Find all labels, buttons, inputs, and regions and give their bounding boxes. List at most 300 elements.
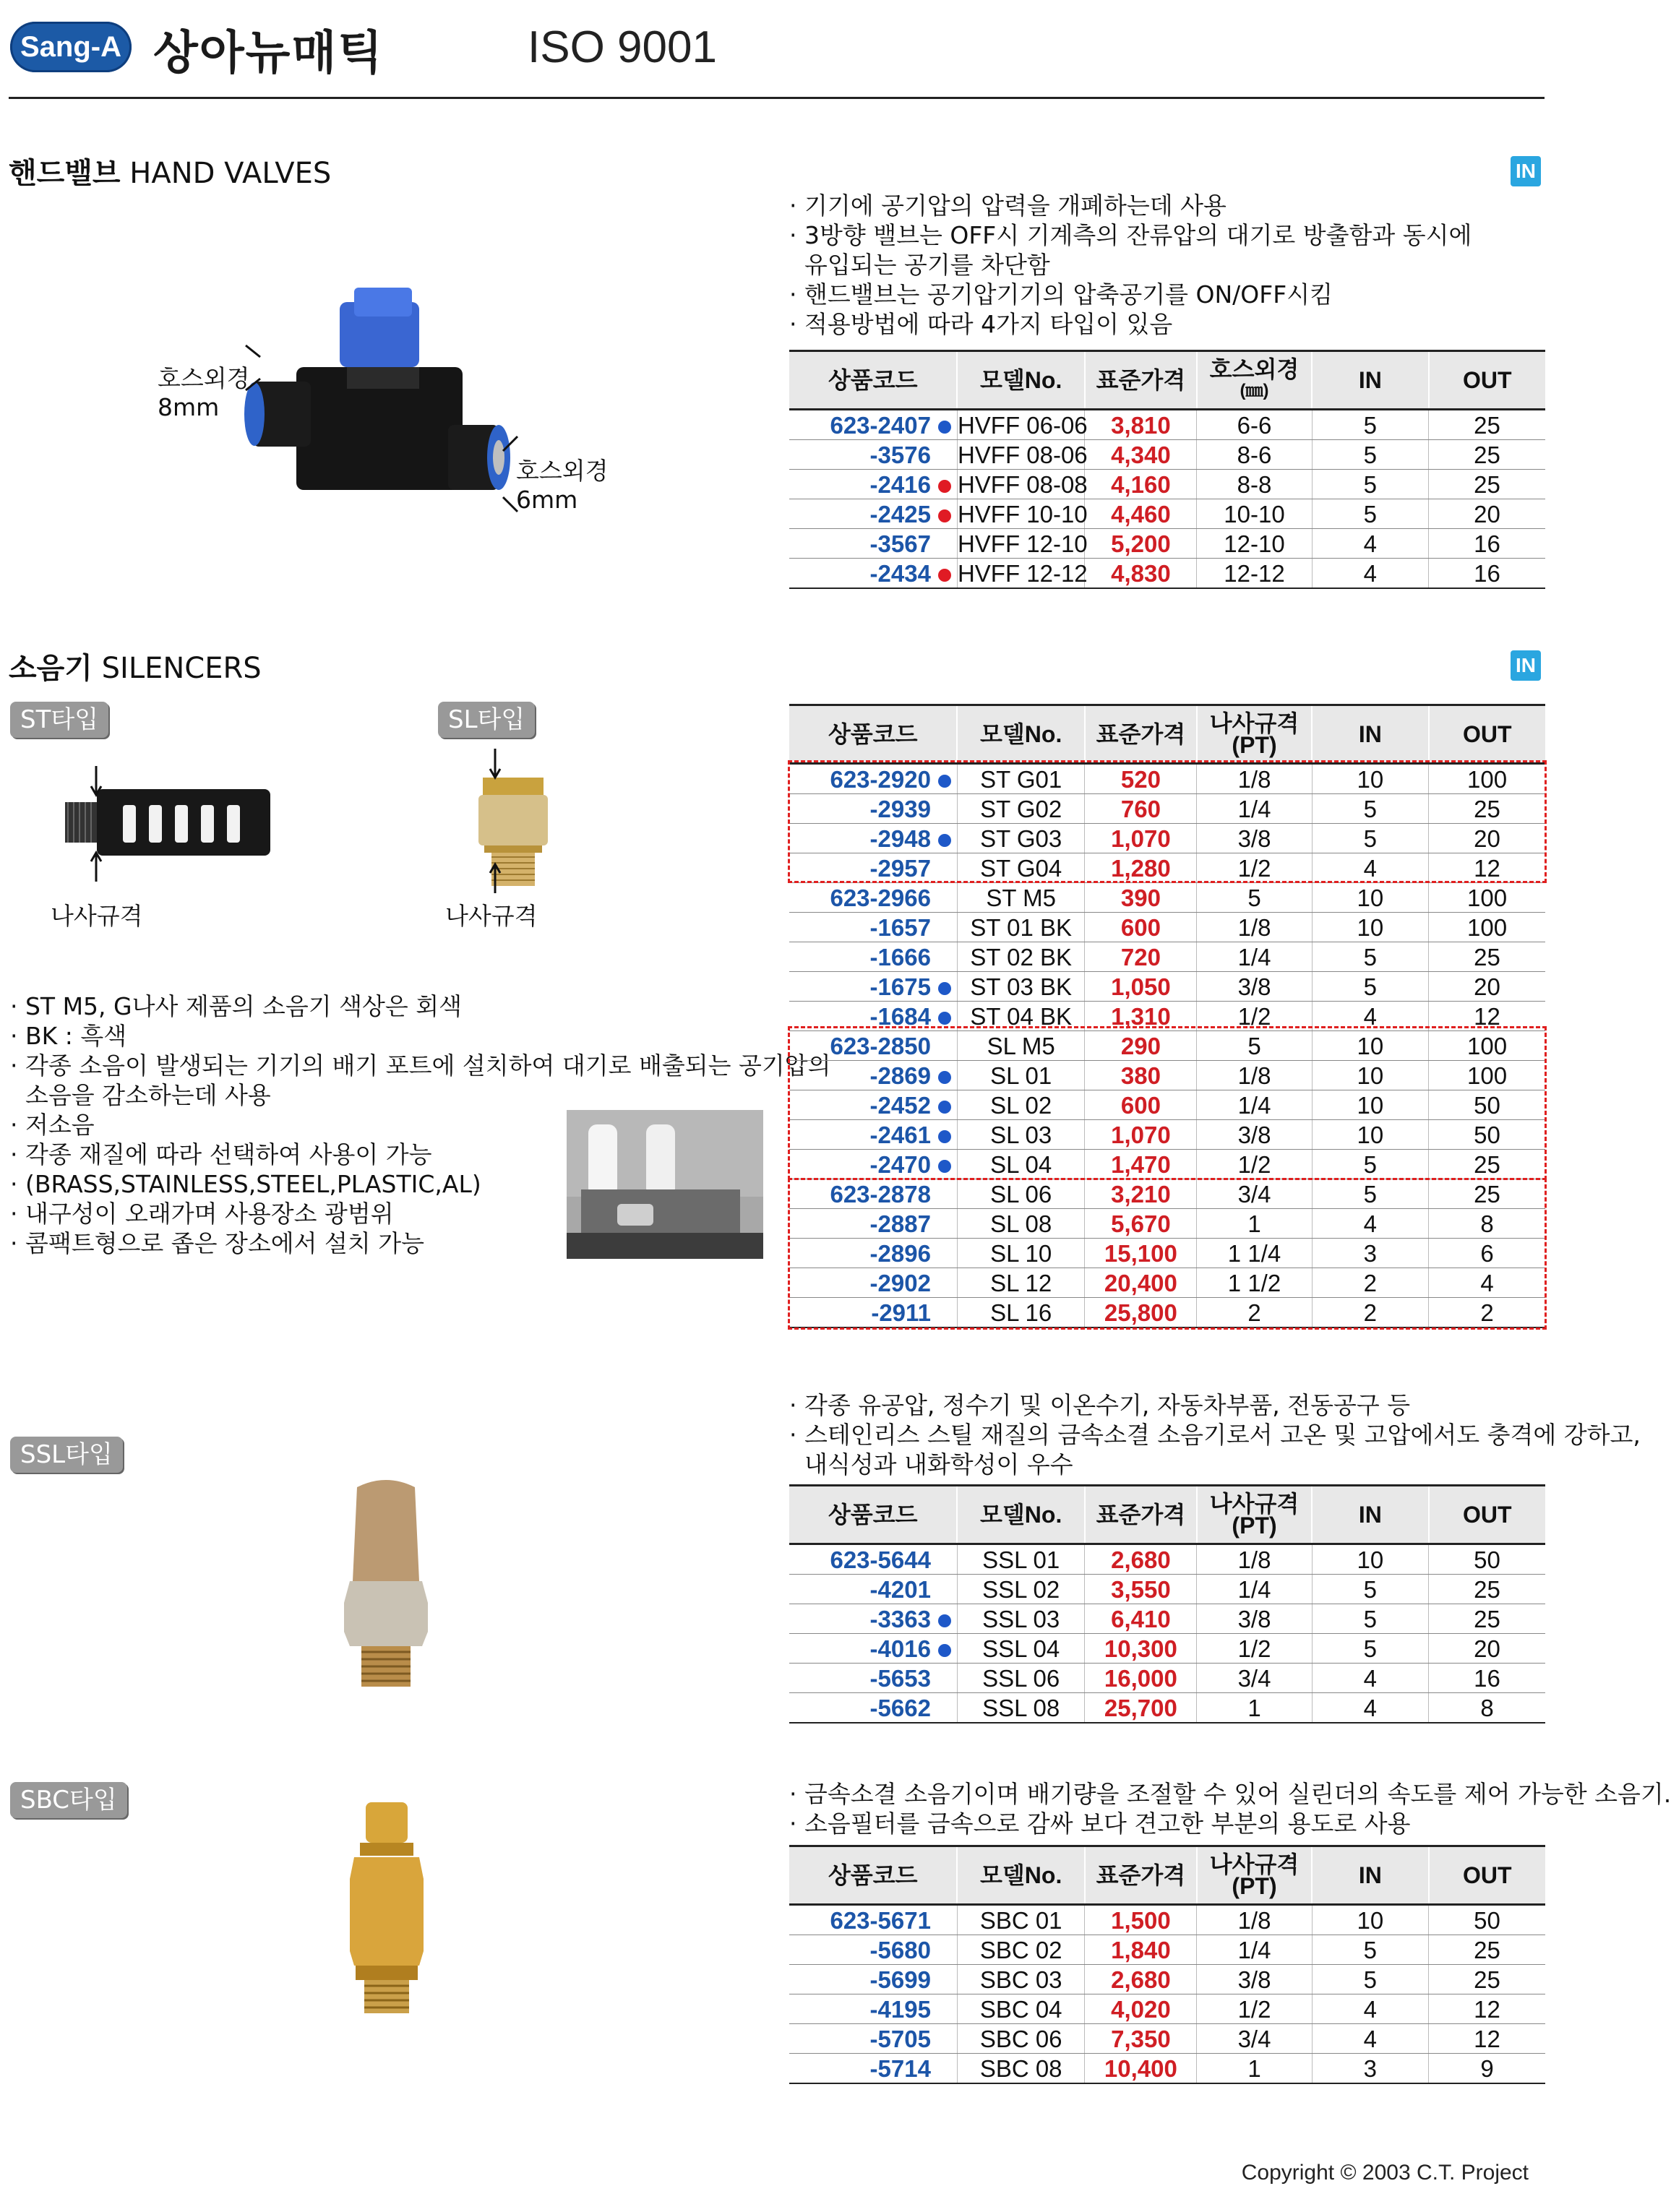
bullet: 내식성과 내화학성이 우수 (789, 1450, 1073, 1479)
standard-price (1085, 529, 1197, 559)
hose-label-6mm (516, 457, 609, 515)
size-spec-text: 3/8 (1237, 1605, 1271, 1632)
out-qty (1429, 410, 1545, 440)
out-qty-text: 25 (1474, 1575, 1500, 1603)
out-qty-text: 25 (1474, 943, 1500, 971)
model-no-text: HVFF 12-12 (957, 559, 1088, 587)
size-spec-text: 1/8 (1237, 765, 1271, 793)
bullet: · 적용방법에 따라 4가지 타입이 있음 (789, 310, 1173, 338)
out-qty-text: 50 (1474, 1906, 1500, 1934)
table-row (789, 1664, 1545, 1693)
standard-price-text: 10,400 (1104, 2054, 1177, 2082)
product-code (789, 2054, 957, 2084)
col-thread (1197, 705, 1312, 764)
size-spec-text: 1 1/4 (1227, 1239, 1281, 1267)
size-spec (1197, 410, 1312, 440)
product-code (789, 1905, 957, 1935)
size-spec (1197, 2024, 1312, 2054)
out-qty (1429, 1935, 1545, 1965)
model-no (957, 1544, 1084, 1575)
in-badge-hand-valves: IN (1511, 156, 1541, 186)
model-no-text: ST G03 (980, 825, 1062, 852)
standard-price-text: 4,460 (1111, 500, 1171, 528)
in-qty (1312, 2054, 1428, 2084)
size-spec-text: 5 (1247, 884, 1261, 911)
col-out: OUT (1429, 1486, 1545, 1544)
in-qty-text: 5 (1363, 795, 1378, 822)
in-qty-text: 3 (1363, 2054, 1378, 2082)
size-spec (1197, 499, 1312, 529)
col-out: OUT (1429, 351, 1545, 410)
model-no (957, 529, 1088, 559)
size-spec (1197, 440, 1312, 470)
model-no (957, 2054, 1084, 2084)
out-qty (1429, 1634, 1545, 1664)
product-code (789, 883, 957, 913)
standard-price-text: 5,200 (1111, 530, 1171, 557)
col-code: 상품코드 (789, 1846, 957, 1905)
product-code-text: -2461 (869, 1121, 931, 1148)
out-qty (1429, 499, 1545, 529)
in-qty-text: 10 (1357, 1906, 1384, 1934)
in-qty-text: 4 (1363, 1210, 1378, 1237)
brand-name: 상아뉴매틱 (153, 27, 385, 80)
in-qty-text: 5 (1363, 1150, 1378, 1178)
size-spec (1197, 559, 1312, 589)
standard-price-text: 1,070 (1111, 1121, 1171, 1148)
out-qty (1429, 1575, 1545, 1604)
bullet: · 콤팩트형으로 좁은 장소에서 설치 가능 (10, 1229, 424, 1257)
status-dot-icon (938, 1945, 951, 1958)
out-qty-text: 20 (1474, 500, 1500, 528)
copyright: Copyright © 2003 C.T. Project (1241, 2161, 1529, 2185)
out-qty (1429, 529, 1545, 559)
standard-price (1085, 1965, 1197, 1994)
in-qty-text: 10 (1357, 1121, 1384, 1148)
in-qty (1312, 440, 1428, 470)
status-dot-icon (938, 1674, 951, 1687)
status-dot-icon (938, 539, 951, 552)
size-spec-text: 3/8 (1237, 1966, 1271, 1993)
product-code-text: -4195 (869, 1995, 931, 2023)
size-spec-text: 1/2 (1237, 1995, 1271, 2023)
product-code (789, 1575, 957, 1604)
ssl-silencer-photo (335, 1473, 437, 1690)
silencers-title-en: SILENCERS (101, 652, 262, 685)
size-spec-text: 8-6 (1237, 441, 1272, 468)
in-qty-text: 5 (1363, 1575, 1378, 1603)
product-code-text: -2948 (869, 825, 931, 852)
product-code-text: 623-5644 (830, 1546, 931, 1573)
bullet: · 내구성이 오래가며 사용장소 광범위 (10, 1200, 394, 1228)
model-no-text: ST 03 BK (970, 973, 1072, 1000)
product-code-text: 623-2920 (830, 765, 931, 793)
col-code: 상품코드 (789, 351, 957, 410)
size-spec-text: 1/4 (1237, 1091, 1271, 1119)
size-spec (1197, 1994, 1312, 2024)
model-no (957, 942, 1084, 972)
product-code-text: -1666 (869, 943, 931, 971)
standard-price-text: 3,550 (1111, 1575, 1171, 1603)
status-dot-icon (938, 450, 951, 463)
size-spec-text: 5 (1247, 1032, 1261, 1059)
hose-label-size: 6mm (516, 486, 578, 514)
product-code-text: -2896 (869, 1239, 931, 1267)
out-qty (1429, 913, 1545, 942)
model-no-text: ST G04 (980, 854, 1062, 882)
out-qty (1429, 559, 1545, 589)
size-spec-text: 3/8 (1237, 1121, 1271, 1148)
size-spec (1197, 942, 1312, 972)
standard-price-text: 4,160 (1111, 470, 1171, 498)
col-thread (1197, 1846, 1312, 1905)
model-no-text: SL 16 (990, 1299, 1052, 1326)
col-in: IN (1312, 705, 1428, 764)
model-no (957, 972, 1084, 1002)
table-row (789, 942, 1545, 972)
status-dot-icon (938, 1975, 951, 1988)
standard-price (1085, 1693, 1197, 1723)
standard-price (1085, 2024, 1197, 2054)
hand-valves-title-ko: 핸드밸브 (9, 157, 121, 190)
product-code-text: -5653 (869, 1664, 931, 1692)
model-no (957, 1905, 1084, 1935)
out-qty (1429, 1905, 1545, 1935)
tag-ssl-type: SSL타입 (10, 1437, 123, 1473)
size-spec (1197, 1544, 1312, 1575)
standard-price-text: 3,210 (1111, 1180, 1171, 1208)
hand-valve-photo (239, 280, 520, 519)
size-spec (1197, 972, 1312, 1002)
size-spec (1197, 1575, 1312, 1604)
standard-price-text: 1,500 (1111, 1906, 1171, 1934)
standard-price-text: 390 (1120, 884, 1161, 911)
in-qty (1312, 499, 1428, 529)
size-spec-text: 1/8 (1237, 1062, 1271, 1089)
standard-price (1085, 1905, 1197, 1935)
status-dot-icon (938, 1012, 951, 1025)
out-qty (1429, 440, 1545, 470)
header-divider (9, 97, 1545, 99)
standard-price (1085, 410, 1197, 440)
status-dot-icon (938, 421, 951, 434)
in-qty-text: 5 (1363, 441, 1378, 468)
model-no (957, 499, 1088, 529)
standard-price-text: 760 (1120, 795, 1161, 822)
thread-arrows-sl (484, 749, 506, 893)
product-code (789, 942, 957, 972)
size-spec-text: 10-10 (1224, 500, 1285, 528)
out-qty-text: 16 (1474, 530, 1500, 557)
bullet: · 각종 소음이 발생되는 기기의 배기 포트에 설치하여 대기로 배출되는 공기압의 (10, 1051, 831, 1080)
out-qty-text: 20 (1474, 973, 1500, 1000)
bullet: · 저소음 (10, 1111, 95, 1139)
standard-price-text: 2,680 (1111, 1966, 1171, 1993)
table-row (789, 913, 1545, 942)
in-qty-text: 10 (1357, 884, 1384, 911)
size-spec-text: 1/8 (1237, 1546, 1271, 1573)
product-code-text: -3567 (869, 530, 931, 557)
product-code-text: -2434 (869, 559, 931, 587)
status-dot-icon (938, 569, 951, 582)
model-no-text: SBC 03 (979, 1966, 1062, 1993)
col-in: IN (1312, 1486, 1428, 1544)
standard-price (1085, 499, 1197, 529)
out-qty-text: 100 (1466, 884, 1508, 911)
size-spec (1197, 1604, 1312, 1634)
product-code (789, 1994, 957, 2024)
size-spec-text: 3/8 (1237, 973, 1271, 1000)
in-qty-text: 4 (1363, 559, 1378, 587)
model-no-text: SSL 03 (982, 1605, 1060, 1632)
model-no-text: SBC 08 (979, 2054, 1062, 2082)
model-no-text: SL 03 (990, 1121, 1052, 1148)
product-code-text: 623-5671 (830, 1906, 931, 1934)
model-no (957, 1664, 1084, 1693)
bullet: · 각종 유공압, 정수기 및 이온수기, 자동차부품, 전동공구 등 (789, 1391, 1411, 1419)
bullet: · (BRASS,STAINLESS,STEEL,PLASTIC,AL) (10, 1170, 481, 1198)
out-qty-text: 25 (1474, 1605, 1500, 1632)
in-qty-text: 5 (1363, 470, 1378, 498)
out-qty (1429, 470, 1545, 499)
sl-group-highlight (788, 1026, 1547, 1180)
in-qty (1312, 1935, 1428, 1965)
out-qty-text: 25 (1474, 1936, 1500, 1963)
size-spec (1197, 1664, 1312, 1693)
in-qty-text: 2 (1363, 1269, 1378, 1296)
bullet: · 각종 재질에 따라 선택하여 사용이 가능 (10, 1140, 432, 1169)
model-no-text: SSL 04 (982, 1635, 1060, 1662)
size-spec (1197, 883, 1312, 913)
tag-sbc-type: SBC타입 (10, 1782, 127, 1818)
product-code (789, 499, 957, 529)
product-code (789, 470, 957, 499)
product-code-text: -3576 (869, 441, 931, 468)
out-qty-text: 8 (1480, 1210, 1494, 1237)
status-dot-icon (938, 2064, 951, 2077)
product-code (789, 440, 957, 470)
in-qty-text: 5 (1363, 1966, 1378, 1993)
status-dot-icon (938, 2034, 951, 2047)
model-no (957, 440, 1088, 470)
col-model: 모델No. (957, 705, 1084, 764)
out-qty-text: 25 (1474, 470, 1500, 498)
col-price: 표준가격 (1085, 1486, 1197, 1544)
in-qty (1312, 1693, 1428, 1723)
in-qty-text: 3 (1363, 1239, 1378, 1267)
col-thread-line2: (PT) (1232, 1873, 1277, 1899)
sbc-bullets (789, 1779, 1671, 1838)
in-qty-text: 5 (1363, 1936, 1378, 1963)
in-qty-text: 4 (1363, 2025, 1378, 2052)
tag-sl-type: SL타입 (438, 702, 535, 738)
table-row (789, 470, 1545, 499)
bullet: · 핸드밸브는 공기압기기의 압축공기를 ON/OFF시킴 (789, 280, 1333, 309)
product-code-text: -4201 (869, 1575, 931, 1603)
model-no-text: SBC 06 (979, 2025, 1062, 2052)
table-row (789, 883, 1545, 913)
out-qty (1429, 972, 1545, 1002)
out-qty-text: 100 (1466, 913, 1508, 941)
dimension-arrow-6mm (491, 431, 528, 517)
out-qty (1429, 1664, 1545, 1693)
standard-price (1085, 470, 1197, 499)
standard-price-text: 1,070 (1111, 825, 1171, 852)
standard-price-text: 4,830 (1111, 559, 1171, 587)
in-qty-text: 10 (1357, 913, 1384, 941)
in-qty-text: 4 (1363, 1664, 1378, 1692)
standard-price-text: 720 (1120, 943, 1161, 971)
size-spec-text: 1/8 (1237, 1906, 1271, 1934)
product-code (789, 1664, 957, 1693)
model-no-text: SSL 01 (982, 1546, 1060, 1573)
bullet: · 소음필터를 금속으로 감싸 보다 견고한 부분의 용도로 사용 (789, 1809, 1411, 1838)
size-spec-text: 3/4 (1237, 1664, 1271, 1692)
sl-large-group-highlight (788, 1178, 1547, 1330)
col-code: 상품코드 (789, 705, 957, 764)
out-qty (1429, 1544, 1545, 1575)
bullet: · 기기에 공기압의 압력을 개폐하는데 사용 (789, 191, 1227, 220)
col-thread-line2: (PT) (1232, 732, 1277, 758)
product-code-text: -4016 (869, 1635, 931, 1662)
standard-price-text: 600 (1120, 1091, 1161, 1119)
size-spec-text: 1/4 (1237, 795, 1271, 822)
out-qty-text: 100 (1466, 1032, 1508, 1059)
product-code (789, 1544, 957, 1575)
hand-valves-bullets (789, 191, 1472, 339)
standard-price (1085, 440, 1197, 470)
out-qty-text: 9 (1480, 2054, 1494, 2082)
standard-price (1085, 1544, 1197, 1575)
hose-label-8mm (158, 364, 250, 422)
out-qty-text: 6 (1480, 1239, 1494, 1267)
model-no-text: HVFF 06-06 (957, 411, 1088, 439)
col-model: 모델No. (957, 351, 1084, 410)
thread-arrows-st (85, 766, 107, 882)
in-qty (1312, 1544, 1428, 1575)
model-no-text: SL 04 (990, 1150, 1052, 1178)
product-code-text: 623-2966 (830, 884, 931, 911)
size-spec-text: 1 (1247, 1694, 1261, 1721)
silencers-title-ko: 소음기 (9, 652, 93, 685)
col-price: 표준가격 (1085, 705, 1197, 764)
size-spec-text: 1 (1247, 1210, 1261, 1237)
out-qty-text: 25 (1474, 1966, 1500, 1993)
in-qty (1312, 972, 1428, 1002)
out-qty-text: 16 (1474, 559, 1500, 587)
out-qty-text: 4 (1480, 1269, 1494, 1296)
in-qty-text: 2 (1363, 1299, 1378, 1326)
standard-price-text: 2,680 (1111, 1546, 1171, 1573)
table-header (789, 351, 1545, 410)
model-no-text: SBC 04 (979, 1995, 1062, 2023)
col-size (1197, 351, 1312, 410)
model-no (957, 1935, 1084, 1965)
out-qty (1429, 942, 1545, 972)
product-code (789, 410, 957, 440)
table-row (789, 559, 1545, 589)
sbc-silencer-photo (340, 1799, 434, 2016)
table-row (789, 1604, 1545, 1634)
status-dot-icon (938, 1614, 951, 1627)
table-row (789, 440, 1545, 470)
product-code-text: -2939 (869, 795, 931, 822)
standard-price-text: 3,810 (1111, 411, 1171, 439)
status-dot-icon (938, 2005, 951, 2018)
table-row (789, 410, 1545, 440)
standard-price-text: 1,310 (1111, 1002, 1171, 1030)
in-qty-text: 5 (1363, 500, 1378, 528)
size-spec-text: 1/4 (1237, 1575, 1271, 1603)
model-no-text: ST 01 BK (970, 913, 1072, 941)
size-spec-text: 1/2 (1237, 854, 1271, 882)
in-qty-text: 4 (1363, 1995, 1378, 2023)
product-code (789, 1935, 957, 1965)
hose-label-text: 호스외경 (516, 457, 609, 485)
standard-price-text: 5,670 (1111, 1210, 1171, 1237)
model-no (957, 470, 1088, 499)
model-no (957, 1693, 1084, 1723)
out-qty-text: 25 (1474, 1150, 1500, 1178)
product-code-text: -1675 (869, 973, 931, 1000)
model-no-text: SBC 02 (979, 1936, 1062, 1963)
bullet: · ST M5, G나사 제품의 소음기 색상은 회색 (10, 992, 462, 1020)
size-spec-text: 2 (1247, 1299, 1261, 1326)
out-qty (1429, 1693, 1545, 1723)
out-qty-text: 100 (1466, 1062, 1508, 1089)
hand-valves-title (9, 150, 331, 191)
in-qty-text: 10 (1357, 1062, 1384, 1089)
size-spec (1197, 2054, 1312, 2084)
status-dot-icon (938, 952, 951, 965)
in-qty-text: 10 (1357, 1546, 1384, 1573)
model-no (957, 410, 1088, 440)
model-no (957, 2024, 1084, 2054)
standard-price-text: 290 (1120, 1032, 1161, 1059)
table-row (789, 2054, 1545, 2084)
in-qty (1312, 2024, 1428, 2054)
size-spec-text: 3/4 (1237, 1180, 1271, 1208)
model-no-text: SSL 06 (982, 1664, 1060, 1692)
out-qty-text: 12 (1474, 1995, 1500, 2023)
size-spec (1197, 470, 1312, 499)
size-spec-text: 12-10 (1224, 530, 1285, 557)
product-code-text: 623-2850 (830, 1032, 931, 1059)
in-qty (1312, 559, 1428, 589)
model-no-text: SL 10 (990, 1239, 1052, 1267)
in-qty (1312, 913, 1428, 942)
model-no-text: HVFF 10-10 (957, 500, 1088, 528)
table-header (789, 705, 1545, 764)
out-qty (1429, 1965, 1545, 1994)
in-qty (1312, 1604, 1428, 1634)
standard-price (1085, 883, 1197, 913)
out-qty-text: 25 (1474, 1180, 1500, 1208)
standard-price (1085, 559, 1197, 589)
size-spec-text: 1/4 (1237, 1936, 1271, 1963)
size-spec (1197, 1693, 1312, 1723)
status-dot-icon (938, 923, 951, 936)
model-no-text: SL 02 (990, 1091, 1052, 1119)
out-qty (1429, 2054, 1545, 2084)
tag-st-type: ST타입 (10, 702, 108, 738)
product-code (789, 1693, 957, 1723)
table-row (789, 529, 1545, 559)
company-logo: Sang-A (10, 22, 132, 72)
col-in: IN (1312, 1846, 1428, 1905)
in-qty (1312, 1634, 1428, 1664)
product-code-text: -5699 (869, 1966, 931, 1993)
